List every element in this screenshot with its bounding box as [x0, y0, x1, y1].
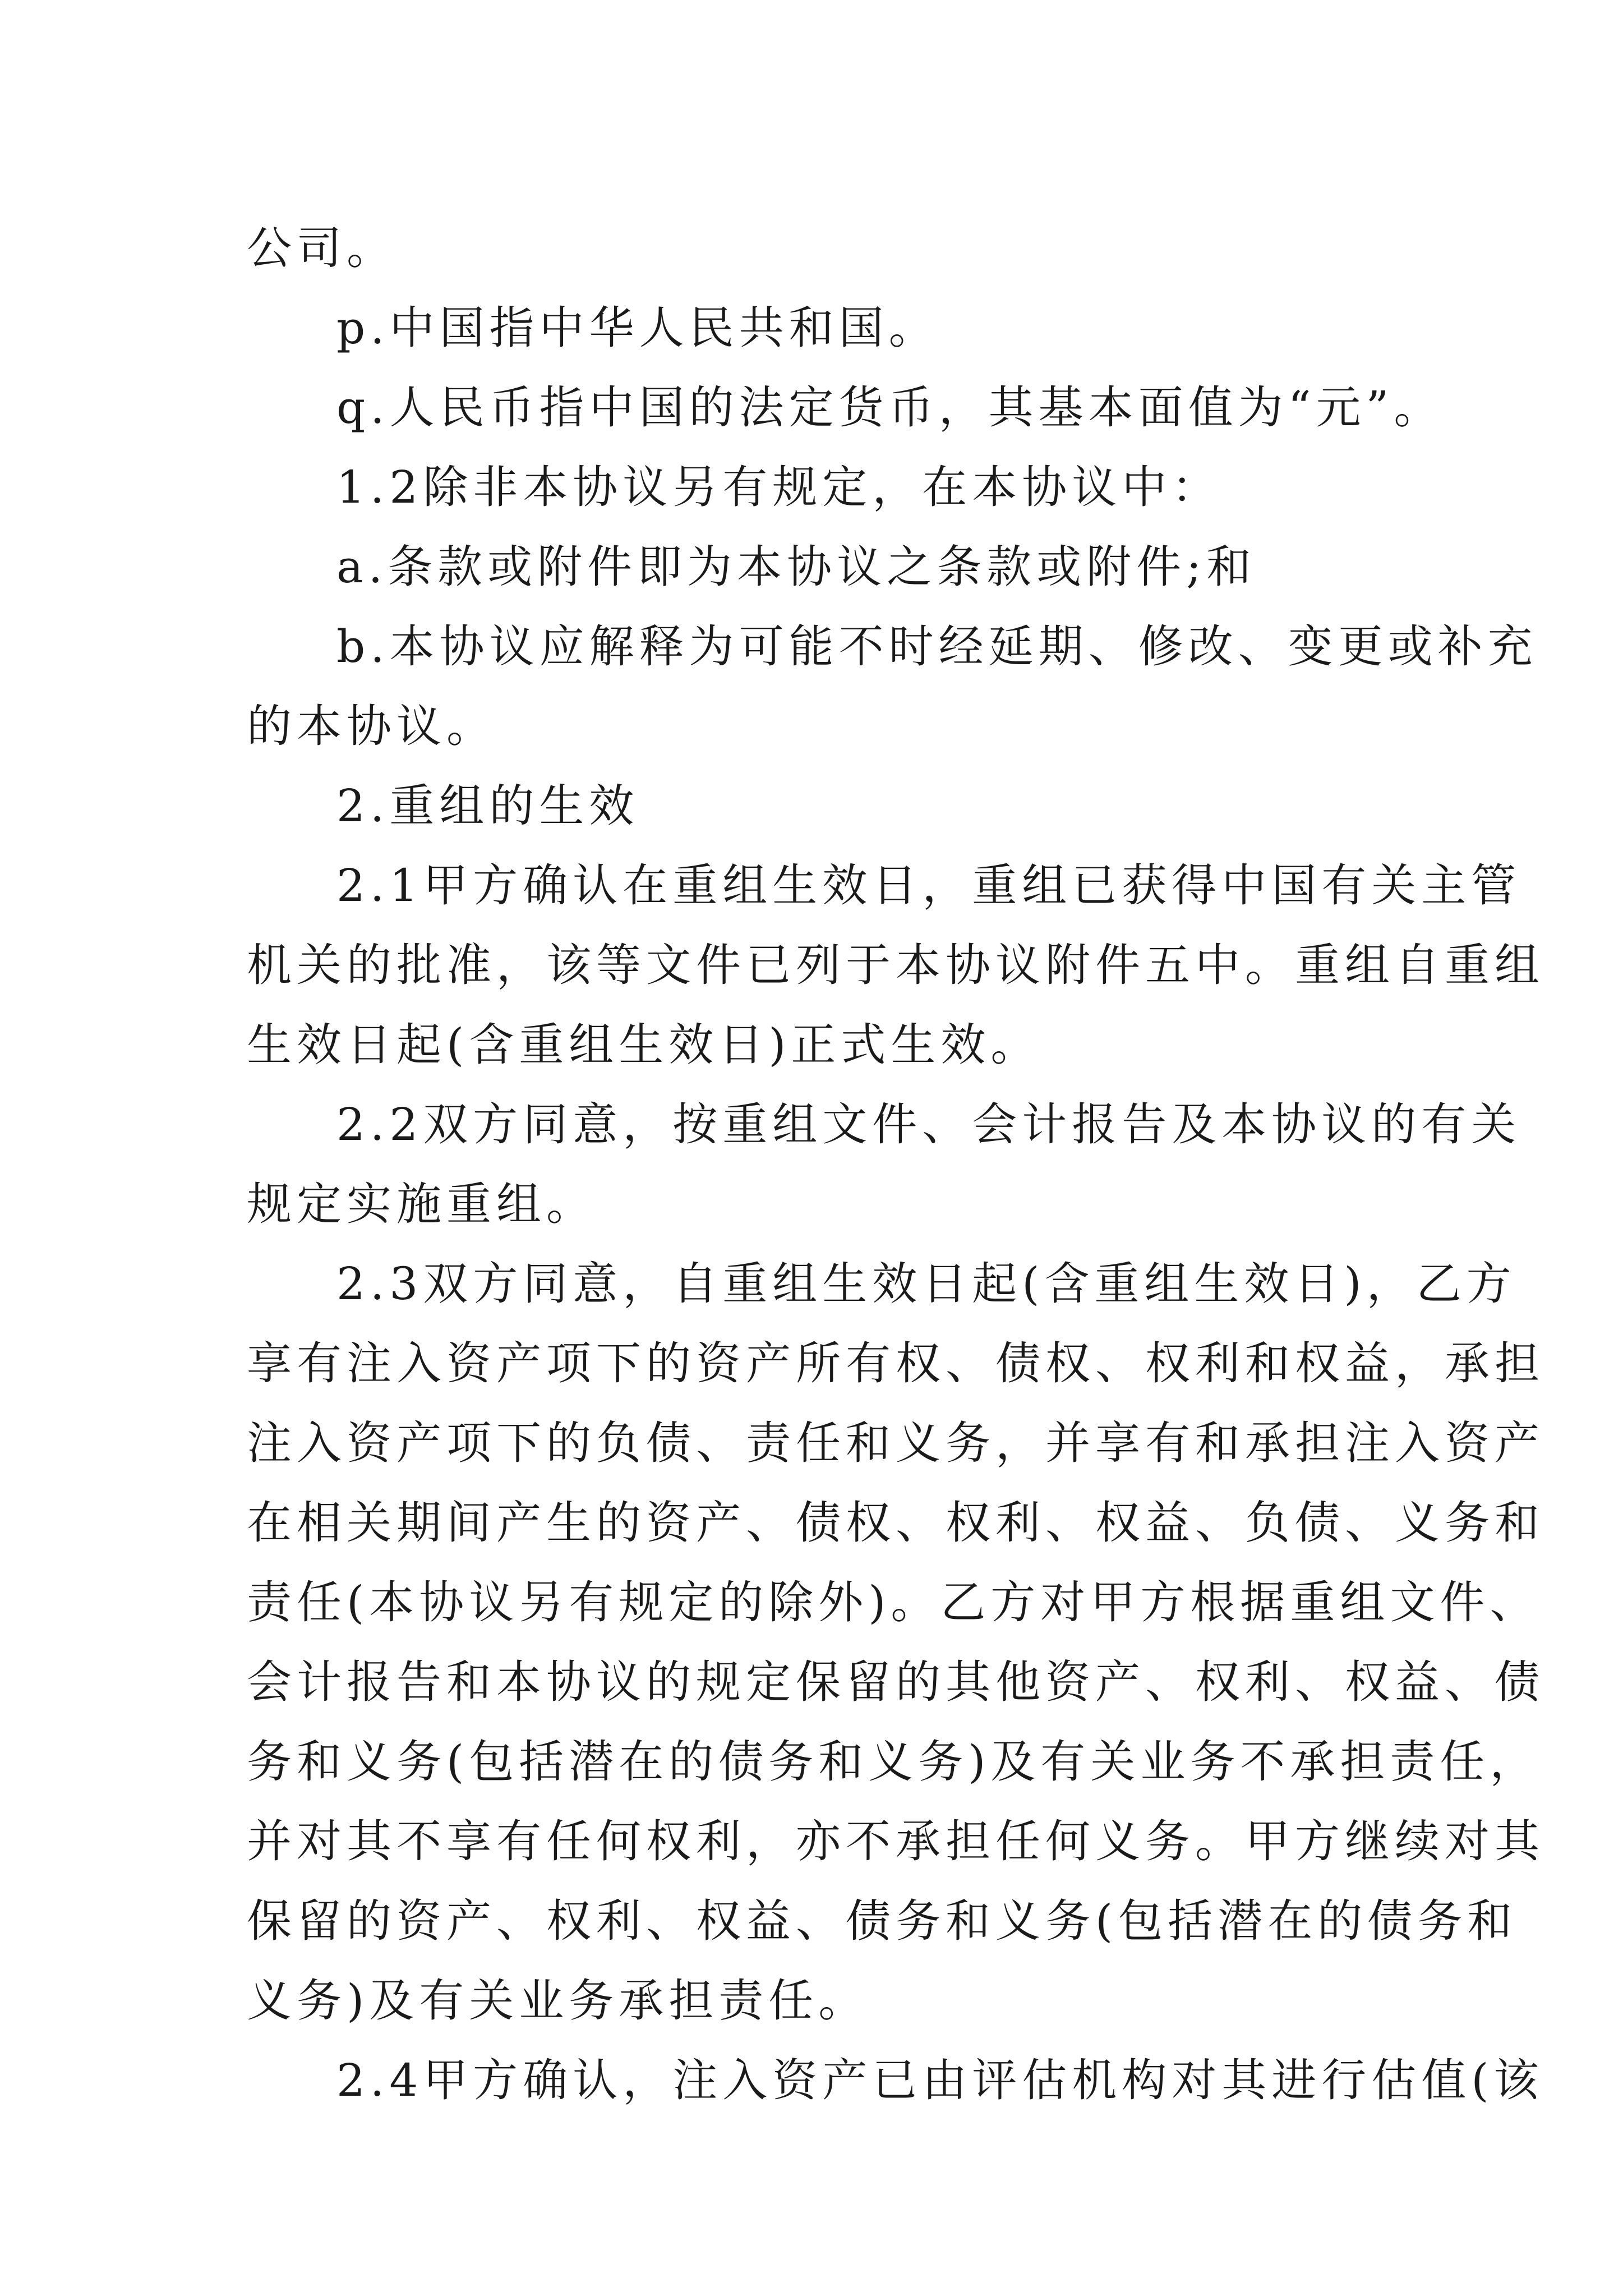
text-line: p.中国指中华人民共和国。 — [336, 302, 939, 354]
text-line: 2.2双方同意，按重组文件、会计报告及本协议的有关 — [336, 1098, 1521, 1151]
text-line: 保留的资产、权利、权益、债务和义务(包括潜在的债务和 — [247, 1895, 1518, 1947]
text-line: 规定实施重组。 — [247, 1178, 596, 1230]
text-line: 责任(本协议另有规定的除外)。乙方对甲方根据重组文件、 — [247, 1576, 1540, 1628]
text-line: 1.2除非本协议另有规定，在本协议中： — [336, 461, 1222, 513]
text-line: a.条款或附件即为本协议之条款或附件;和 — [336, 541, 1257, 593]
text-line: 务和义务(包括潜在的债务和义务)及有关业务不承担责任， — [247, 1736, 1540, 1788]
text-line: 2.1甲方确认在重组生效日，重组已获得中国有关主管 — [336, 859, 1521, 912]
text-line: 公司。 — [247, 222, 396, 274]
section-heading: 2.重组的生效 — [336, 780, 639, 832]
text-line: b.本协议应解释为可能不时经延期、修改、变更或补充 — [336, 620, 1538, 673]
text-line: 2.3双方同意，自重组生效日起(含重组生效日)，乙方 — [336, 1258, 1516, 1310]
text-line: 的本协议。 — [247, 700, 496, 752]
document-page — [247, 209, 1544, 2120]
text-line: 会计报告和本协议的规定保留的其他资产、权利、权益、债 — [247, 1656, 1544, 1708]
text-line: 在相关期间产生的资产、债权、权利、权益、负债、义务和 — [247, 1497, 1544, 1549]
text-line: 并对其不享有任何权利，亦不承担任何义务。甲方继续对其 — [247, 1815, 1544, 1867]
text-line: 注入资产项下的负债、责任和义务，并享有和承担注入资产 — [247, 1417, 1544, 1469]
text-line: 机关的批准，该等文件已列于本协议附件五中。重组自重组 — [247, 939, 1544, 991]
text-line: 义务)及有关业务承担责任。 — [247, 1975, 869, 2027]
text-line: q.人民币指中国的法定货币，其基本面值为“元”。 — [336, 381, 1444, 434]
text-line: 生效日起(含重组生效日)正式生效。 — [247, 1019, 1041, 1071]
text-line: 2.4甲方确认，注入资产已由评估机构对其进行估值(该 — [336, 2054, 1544, 2106]
text-line: 享有注入资产项下的资产所有权、债权、权利和权益，承担 — [247, 1337, 1544, 1389]
